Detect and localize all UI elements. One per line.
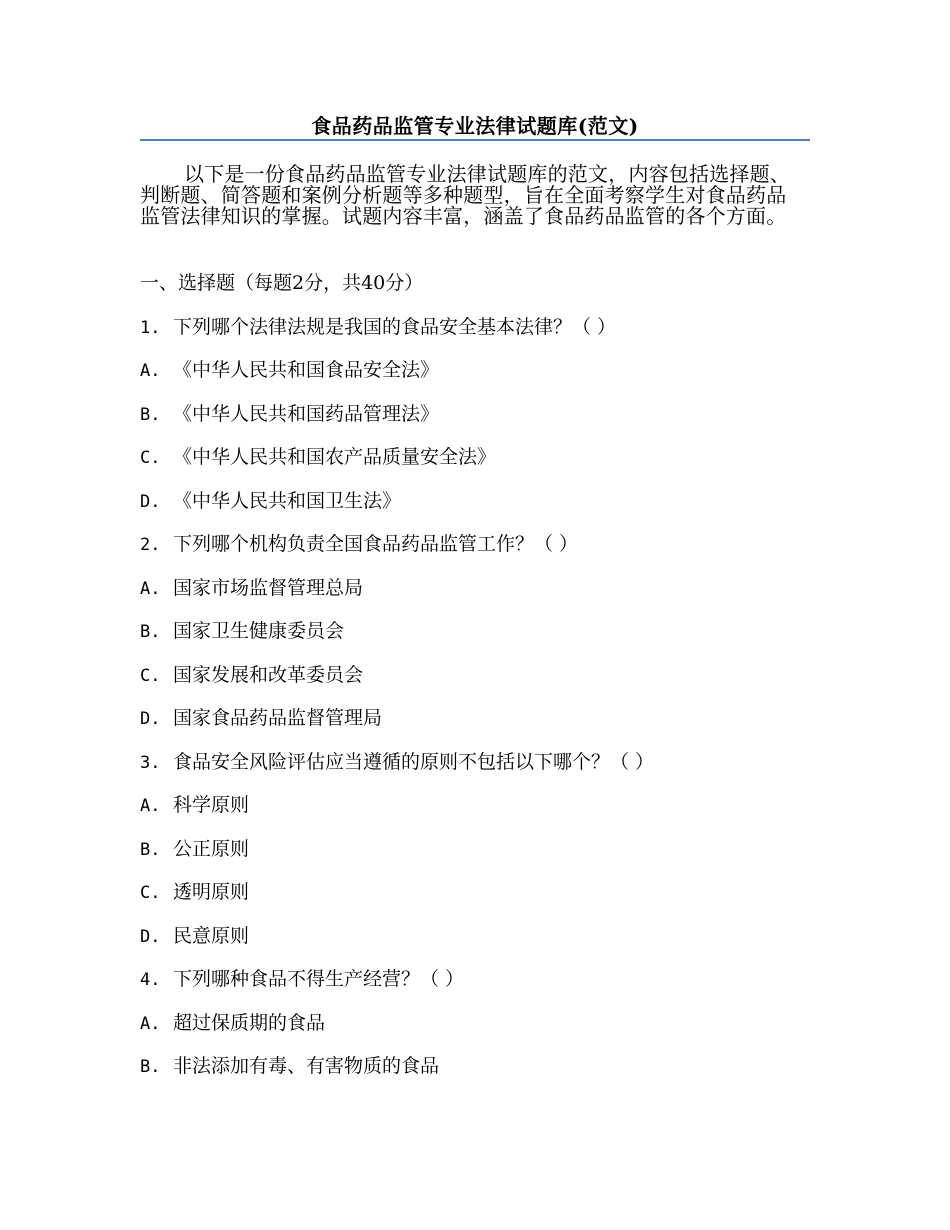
section-heading: 一、选择题（每题2分，共40分） — [140, 272, 424, 294]
option-label: B. — [140, 839, 161, 860]
option-text: 《中华人民共和国药品管理法》 — [173, 402, 440, 425]
option-text: 《中华人民共和国卫生法》 — [173, 489, 402, 512]
option-text: 《中华人民共和国食品安全法》 — [173, 359, 440, 381]
option-label: A. — [140, 1013, 161, 1034]
option-item — [140, 836, 810, 880]
option-label: A. — [140, 578, 161, 599]
document-title: 食品药品监管专业法律试题库(范文) — [311, 114, 639, 138]
option-text: 非法添加有毒、有害物质的食品 — [173, 1055, 440, 1077]
option-text: 民意原则 — [173, 924, 250, 947]
option-item — [140, 357, 810, 401]
option-text: 国家卫生健康委员会 — [173, 620, 345, 642]
option-item — [140, 575, 810, 619]
question-item — [140, 966, 810, 1010]
option-text: 透明原则 — [173, 881, 250, 903]
question-item — [140, 531, 810, 575]
question-number: 2. — [140, 535, 161, 555]
question-list — [140, 270, 810, 1097]
option-label: C. — [140, 883, 161, 903]
option-label: C. — [140, 448, 161, 468]
option-item — [140, 1053, 810, 1097]
option-label: A. — [140, 796, 161, 816]
option-label: B. — [140, 1057, 161, 1077]
option-label: D. — [140, 709, 161, 729]
option-text: 科学原则 — [173, 794, 250, 816]
option-item — [140, 662, 810, 706]
option-item — [140, 1010, 810, 1054]
option-item — [140, 618, 810, 662]
option-label: D. — [140, 491, 161, 512]
question-text: 下列哪种食品不得生产经营？（ ） — [173, 968, 465, 990]
option-label: A. — [140, 361, 161, 381]
question-text: 食品安全风险评估应当遵循的原则不包括以下哪个？（ ） — [173, 750, 655, 773]
option-text: 《中华人民共和国农产品质量安全法》 — [173, 446, 497, 468]
option-item — [140, 488, 810, 532]
option-item — [140, 879, 810, 923]
question-number: 3. — [140, 752, 161, 773]
question-item — [140, 749, 810, 793]
option-item — [140, 401, 810, 445]
question-number: 4. — [140, 970, 161, 990]
option-text: 国家发展和改革委员会 — [173, 663, 364, 686]
option-item — [140, 444, 810, 488]
option-label: D. — [140, 926, 161, 947]
option-item — [140, 792, 810, 836]
question-text: 下列哪个机构负责全国食品药品监管工作？（ ） — [173, 533, 579, 555]
question-text: 下列哪个法律法规是我国的食品安全基本法律？（ ） — [173, 315, 617, 338]
option-text: 国家市场监督管理总局 — [173, 576, 364, 599]
option-item — [140, 923, 810, 967]
intro-paragraph: 以下是一份食品药品监管专业法律试题库的范文，内容包括选择题、判断题、简答题和案例分析题等多种题型，旨在全面考察学生对食品药品监管法律知识的掌握。试题内容丰富，涵盖了食品药品监管的各个方面。 — [140, 162, 790, 228]
option-item — [140, 705, 810, 749]
option-text: 公正原则 — [173, 837, 250, 860]
option-label: C. — [140, 665, 161, 686]
option-text: 超过保质期的食品 — [173, 1011, 326, 1034]
option-label: B. — [140, 404, 161, 425]
question-number: 1. — [140, 317, 161, 338]
question-item — [140, 314, 810, 358]
option-label: B. — [140, 622, 161, 642]
title-underline — [140, 139, 810, 141]
option-text: 国家食品药品监督管理局 — [173, 707, 383, 729]
